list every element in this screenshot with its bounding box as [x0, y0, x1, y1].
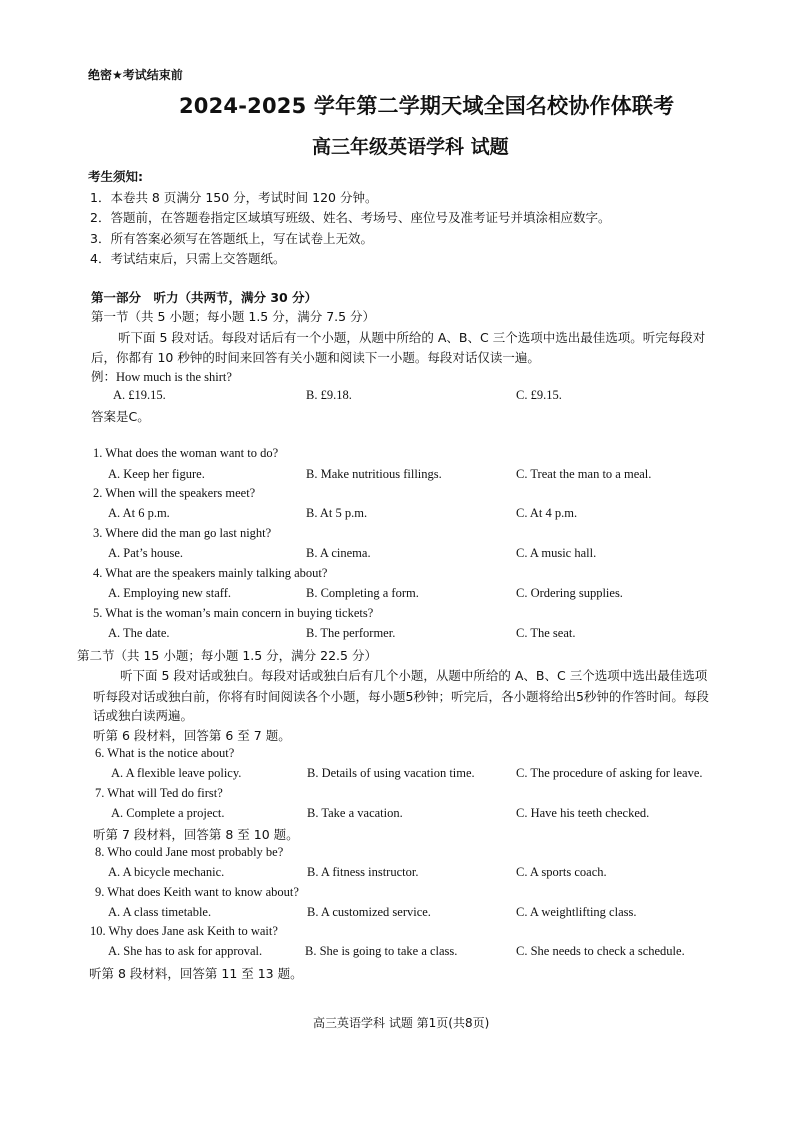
option-b: B. The performer.	[306, 626, 396, 640]
question: 9. What does Keith want to know about?	[95, 885, 299, 899]
question: 10. Why does Jane ask Keith to wait?	[90, 924, 278, 938]
notice-item: 1．本卷共 8 页满分 150 分，考试时间 120 分钟。	[90, 190, 378, 205]
option-a: A. At 6 p.m.	[108, 506, 170, 520]
option-a: A. The date.	[108, 626, 170, 640]
option-a: A. A flexible leave policy.	[111, 766, 242, 780]
option-a: A. Pat’s house.	[108, 546, 183, 560]
secret-mark: 绝密★考试结束前	[88, 68, 183, 82]
option-c: C. Have his teeth checked.	[516, 806, 650, 820]
example-question: 例：How much is the shirt?	[91, 370, 232, 384]
material-label: 听第 7 段材料，回答第 8 至 10 题。	[93, 827, 299, 842]
option-c: C. Treat the man to a meal.	[516, 467, 652, 481]
question: 4. What are the speakers mainly talking about?	[93, 566, 328, 580]
exam-subtitle: 高三年级英语学科 试题	[312, 136, 509, 158]
notice-item: 2．答题前，在答题卷指定区域填写班级、姓名、考场号、座位号及准考证号并填涂相应数字。	[90, 210, 611, 225]
option-b: B. A customized service.	[307, 905, 431, 919]
option-b: B. Details of using vacation time.	[307, 766, 475, 780]
option-b: B. Take a vacation.	[307, 806, 403, 820]
option-b: B. A fitness instructor.	[307, 865, 419, 879]
question: 1. What does the woman want to do?	[93, 446, 279, 460]
page-footer: 高三英语学科 试题 第1页(共8页)	[313, 1016, 490, 1030]
option-b: B. At 5 p.m.	[306, 506, 368, 520]
option-c: C. The procedure of asking for leave.	[516, 766, 703, 780]
option-b: B. A cinema.	[306, 546, 371, 560]
option-c: C. A weightlifting class.	[516, 905, 637, 919]
question: 3. Where did the man go last night?	[93, 526, 272, 540]
option-c: C. A music hall.	[516, 546, 597, 560]
notice-item: 4．考试结束后，只需上交答题纸。	[90, 251, 286, 266]
option-a: A. A class timetable.	[108, 905, 212, 919]
question: 8. Who could Jane most probably be?	[95, 845, 284, 859]
section1-heading: 第一节（共 5 小题；每小题 1.5 分，满分 7.5 分）	[91, 309, 376, 324]
section2-instructions: 听每段对话或独白前，你将有时间阅读各个小题，每小题5秒钟；听完后，各小题将给出5秒钟的作答时间。每段	[93, 689, 709, 704]
section2-instructions: 听下面 5 段对话或独白。每段对话或独白后有几个小题，从题中所给的 A、B、C 三个选项中选出最佳选项	[120, 668, 708, 683]
section1-instructions: 后，你都有 10 秒钟的时间来回答有关小题和阅读下一小题。每段对话仅读一遍。	[91, 350, 540, 365]
option-b: B. Completing a form.	[306, 586, 419, 600]
option-c: C. The seat.	[516, 626, 576, 640]
option-a: A. Employing new staff.	[108, 586, 232, 600]
example-option-a: A. £19.15.	[113, 388, 166, 402]
part1-heading: 第一部分 听力（共两节，满分 30 分）	[91, 290, 318, 305]
material-label: 听第 6 段材料，回答第 6 至 7 题。	[93, 728, 291, 743]
option-c: C. She needs to check a schedule.	[516, 944, 685, 958]
option-b: B. She is going to take a class.	[305, 944, 458, 958]
question: 2. When will the speakers meet?	[93, 486, 256, 500]
section2-heading: 第二节（共 15 小题；每小题 1.5 分，满分 22.5 分）	[77, 648, 377, 663]
option-b: B. Make nutritious fillings.	[306, 467, 442, 481]
section1-instructions: 听下面 5 段对话。每段对话后有一个小题，从题中所给的 A、B、C 三个选项中选出最佳选项。听完每段对	[118, 330, 706, 345]
option-a: A. Complete a project.	[111, 806, 225, 820]
option-c: C. A sports coach.	[516, 865, 607, 879]
option-a: A. Keep her figure.	[108, 467, 205, 481]
example-option-c: C. £9.15.	[516, 388, 562, 402]
material-label: 听第 8 段材料，回答第 11 至 13 题。	[89, 966, 303, 981]
option-a: A. A bicycle mechanic.	[108, 865, 225, 879]
example-option-b: B. £9.18.	[306, 388, 352, 402]
question: 6. What is the notice about?	[95, 746, 235, 760]
notice-item: 3．所有答案必须写在答题纸上，写在试卷上无效。	[90, 231, 373, 246]
question: 7. What will Ted do first?	[95, 786, 223, 800]
notice-heading: 考生须知:	[88, 169, 143, 184]
option-c: C. At 4 p.m.	[516, 506, 578, 520]
exam-title: 2024-2025 学年第二学期天域全国名校协作体联考	[179, 94, 675, 118]
example-answer: 答案是C。	[91, 409, 150, 424]
section2-instructions: 话或独白读两遍。	[93, 708, 194, 723]
option-c: C. Ordering supplies.	[516, 586, 623, 600]
option-a: A. She has to ask for approval.	[108, 944, 263, 958]
question: 5. What is the woman’s main concern in buying tickets?	[93, 606, 374, 620]
